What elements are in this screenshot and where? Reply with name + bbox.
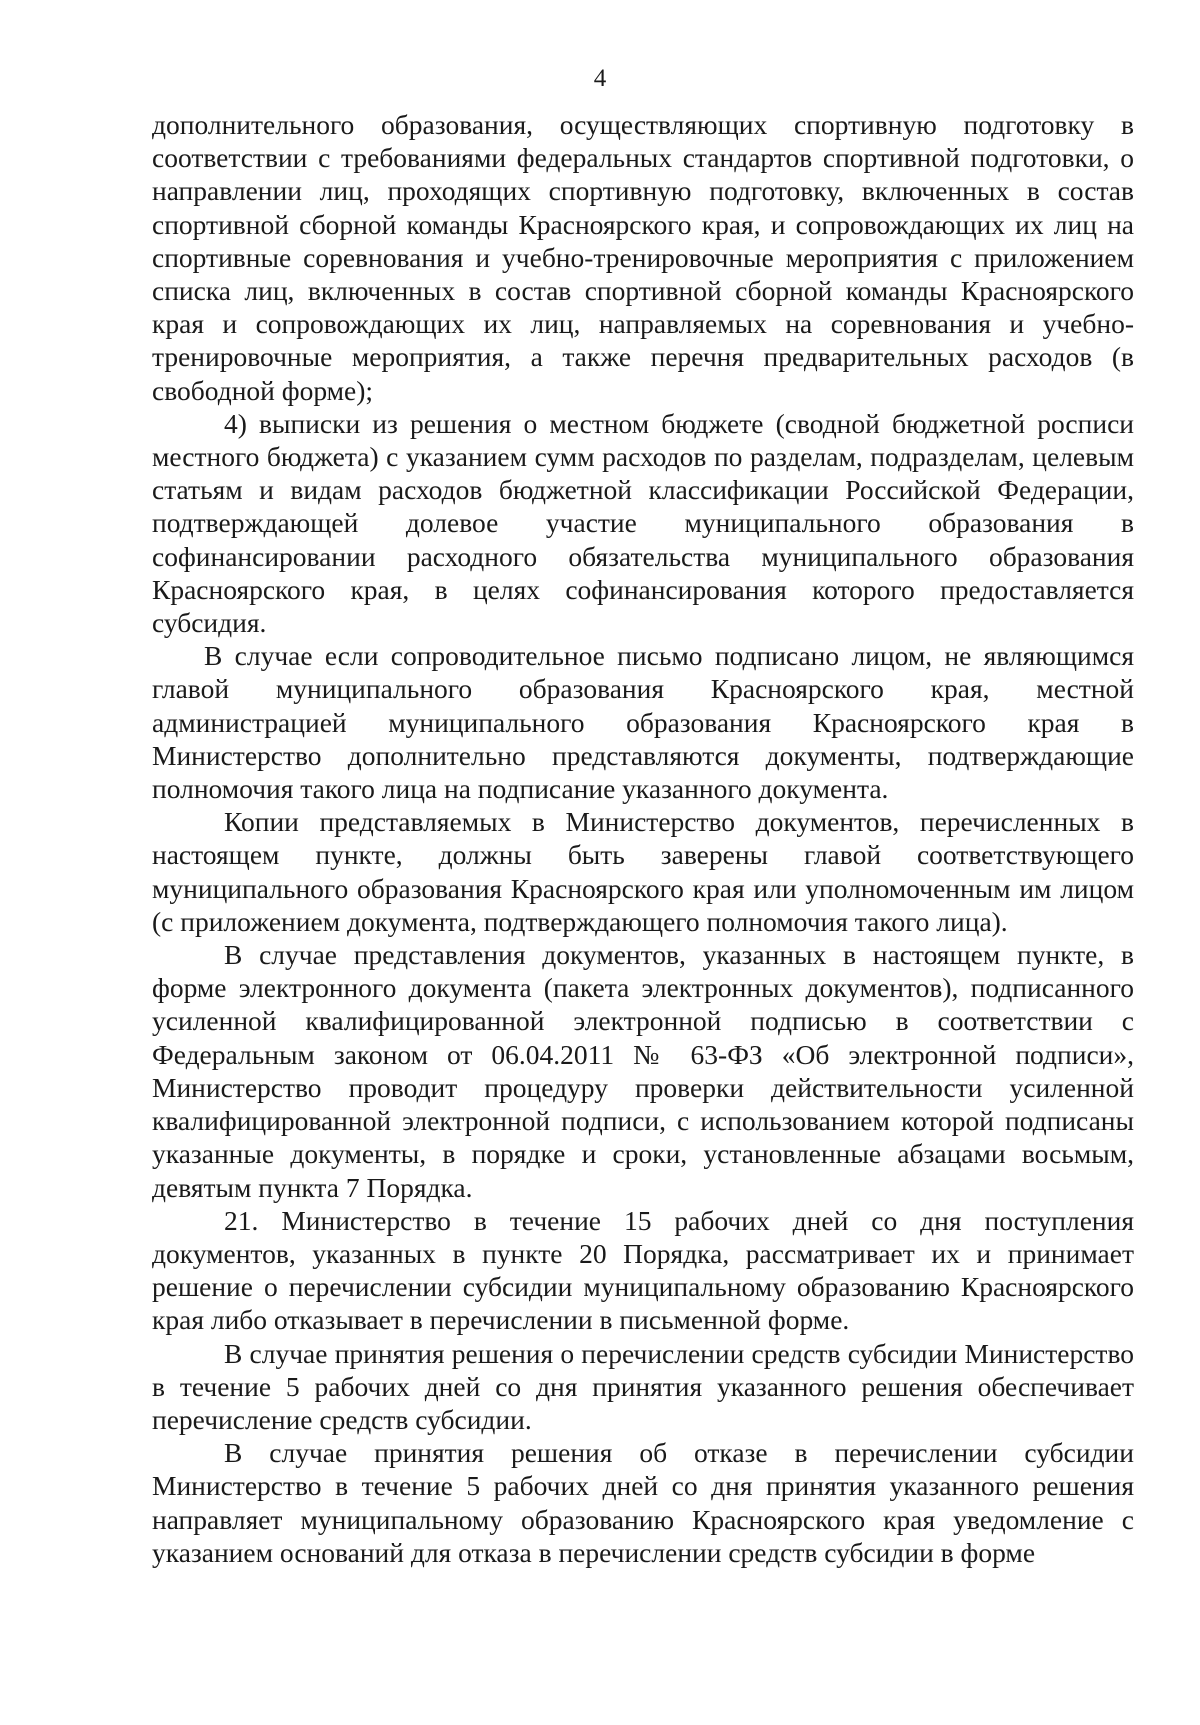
paragraph-clause-21: 21. Министерство в течение 15 рабочих дней со дня поступления документов, указанных в пункте 20 Порядка, рассматривает их и принимает решение о перечислении субсидии муниципальному образованию Красноярского края либо отказывает в перечислении в письменной форме. xyxy=(152,1204,1134,1336)
paragraph-budget-extracts: 4) выписки из решения о местном бюджете (сводной бюджетной росписи местного бюджета) с указанием сумм расходов по разделам, подразделам, целевым статьям и видам расходов бюджетной классификации Российской Федерации, подтверждающей долевое участие муниципального образования в софинансировании расходного обязательства муниципального образования Красноярского края, в целях софинансирования которого предоставляется субсидия. xyxy=(152,407,1134,639)
page-number: 4 xyxy=(593,65,607,92)
paragraph-transfer-decision: В случае принятия решения о перечислении средств субсидии Министерство в течение 5 рабочих дней со дня принятия указанного решения обеспечивает перечисление средств субсидии. xyxy=(152,1337,1134,1435)
paragraph-refusal-decision: В случае принятия решения об отказе в перечислении субсидии Министерство в течение 5 рабочих дней со дня принятия указанного решения направляет муниципальному образованию Красноярского края уведомление с указанием оснований для отказа в перечислении средств субсидии в форме xyxy=(152,1437,1134,1568)
paragraph-document-copies: Копии представляемых в Министерство документов, перечисленных в настоящем пункте, должны быть заверены главой соответствующего муниципального образования Красноярского края или уполномоченным им лицом (с приложением документа, подтверждающего полномочия такого лица). xyxy=(152,806,1134,937)
document-body xyxy=(152,108,1134,1569)
paragraph-electronic-signature: В случае представления документов, указанных в настоящем пункте, в форме электронного документа (пакета электронных документов), подписанного усиленной квалифицированной электронной подписью в соответствии с Федеральным законом от 06.04.2011 № 63-ФЗ «Об электронной подписи», Министерство проводит процедуру проверки действительности усиленной квалифицированной электронной подписи, с использованием которой подписаны указанные документы, в порядке и сроки, установленные абзацами восьмым, девятым пункта 7 Порядка. xyxy=(152,939,1134,1203)
paragraph-cover-letter-authority: В случае если сопроводительное письмо подписано лицом, не являющимся главой муниципального образования Красноярского края, местной администрацией муниципального образования Красноярского края в Министерство дополнительно представляются документы, подтверждающие полномочия такого лица на подписание указанного документа. xyxy=(152,640,1134,805)
paragraph-sports-training-list: дополнительного образования, осуществляющих спортивную подготовку в соответствии с требованиями федеральных стандартов спортивной подготовки, о направлении лиц, проходящих спортивную подготовку, включенных в состав спортивной сборной команды Красноярского края, и сопровождающих их лиц на спортивные соревнования и учебно-тренировочные мероприятия с приложением списка лиц, включенных в состав спортивной сборной команды Красноярского края и сопровождающих их лиц, направляемых на соревнования и учебно-тренировочные мероприятия, а также перечня предварительных расходов (в свободной форме); xyxy=(152,109,1134,406)
